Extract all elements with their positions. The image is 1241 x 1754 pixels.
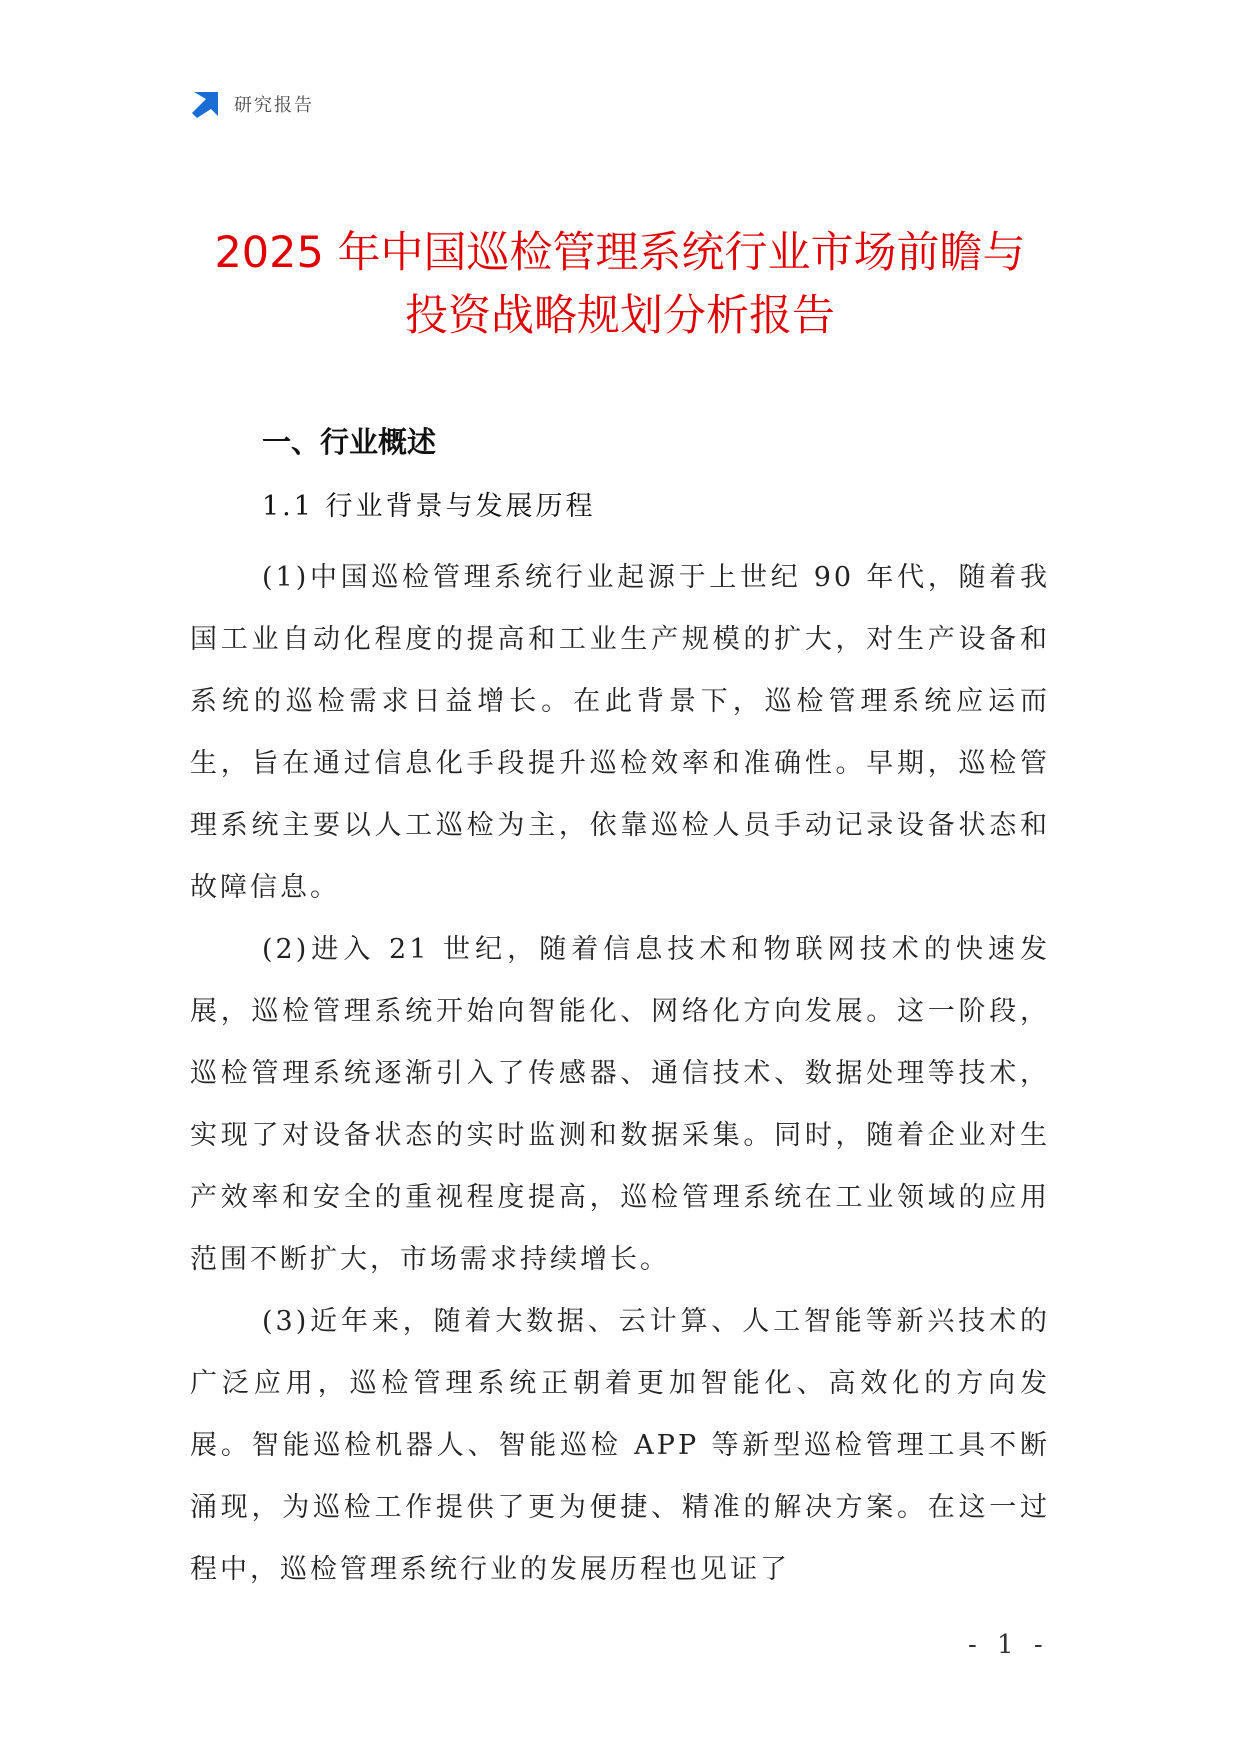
body-text	[190, 547, 1050, 1601]
subsection-heading: 1.1 行业背景与发展历程	[262, 491, 596, 522]
report-title-line-2: 投资战略规划分析报告	[405, 291, 835, 341]
arrow-up-right-icon	[190, 88, 222, 120]
page-number: - 1 -	[968, 1630, 1049, 1660]
header-label: 研究报告	[234, 95, 314, 116]
section-heading: 一、行业概述	[262, 425, 437, 459]
paragraph-3: (3)近年来，随着大数据、云计算、人工智能等新兴技术的广泛应用，巡检管理系统正朝着更加智能化、高效化的方向发展。智能巡检机器人、智能巡检 APP 等新型巡检管理工具不断涌现，为巡检工作提供了更为便捷、精准的解决方案。在这一过程中，巡检管理系统行业的发展历程也见证了	[190, 1306, 1050, 1585]
report-header	[190, 88, 314, 120]
paragraph-1: (1)中国巡检管理系统行业起源于上世纪 90 年代，随着我国工业自动化程度的提高和工业生产规模的扩大，对生产设备和系统的巡检需求日益增长。在此背景下，巡检管理系统应运而生，旨在通过信息化手段提升巡检效率和准确性。早期，巡检管理系统主要以人工巡检为主，依靠巡检人员手动记录设备状态和故障信息。	[190, 562, 1050, 903]
report-title-line-1: 2025 年中国巡检管理系统行业市场前瞻与	[214, 228, 1026, 278]
report-title	[140, 222, 1100, 348]
paragraph-2: (2)进入 21 世纪，随着信息技术和物联网技术的快速发展，巡检管理系统开始向智能化、网络化方向发展。这一阶段，巡检管理系统逐渐引入了传感器、通信技术、数据处理等技术，实现了对设备状态的实时监测和数据采集。同时，随着企业对生产效率和安全的重视程度提高，巡检管理系统在工业领域的应用范围不断扩大，市场需求持续增长。	[190, 934, 1050, 1275]
